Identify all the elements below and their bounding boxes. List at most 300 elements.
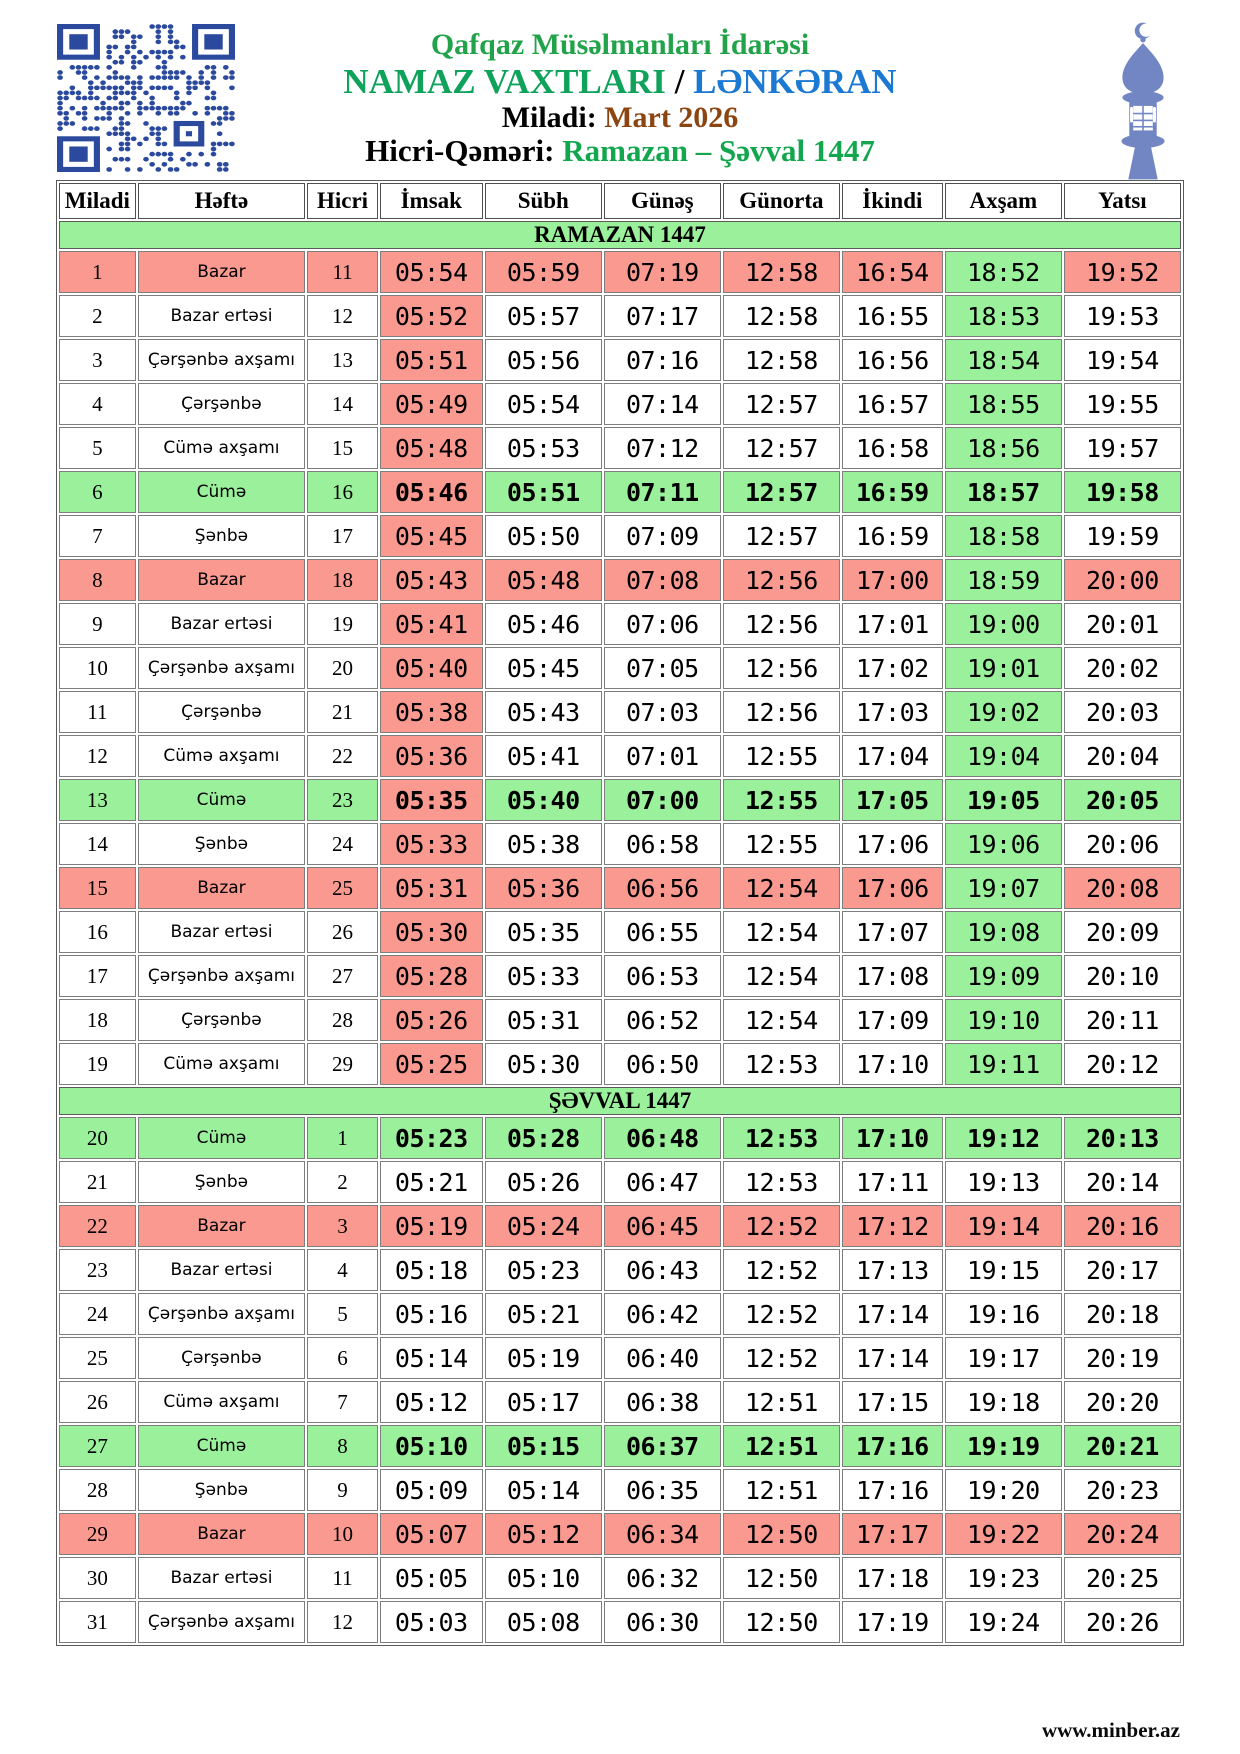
cell-subh: 05:48 — [485, 559, 602, 601]
cell-subh: 05:26 — [485, 1161, 602, 1203]
cell-yatsi: 19:53 — [1064, 295, 1181, 337]
cell-hicri: 19 — [307, 603, 378, 645]
column-header-gunes: Günəş — [604, 183, 721, 219]
cell-yatsi: 20:14 — [1064, 1161, 1181, 1203]
cell-gunes: 07:01 — [604, 735, 721, 777]
cell-hefte: Bazar — [138, 867, 306, 909]
cell-gunes: 06:45 — [604, 1205, 721, 1247]
table-header — [59, 183, 1181, 219]
cell-axsam: 19:09 — [945, 955, 1062, 997]
cell-gunorta: 12:52 — [723, 1293, 840, 1335]
column-header-row — [59, 183, 1181, 219]
cell-yatsi: 20:03 — [1064, 691, 1181, 733]
cell-subh: 05:19 — [485, 1337, 602, 1379]
cell-subh: 05:59 — [485, 251, 602, 293]
cell-subh: 05:31 — [485, 999, 602, 1041]
cell-imsak: 05:09 — [380, 1469, 483, 1511]
cell-imsak: 05:28 — [380, 955, 483, 997]
table-row — [59, 1469, 1181, 1511]
cell-gunes: 07:19 — [604, 251, 721, 293]
cell-imsak: 05:31 — [380, 867, 483, 909]
cell-hicri: 14 — [307, 383, 378, 425]
cell-axsam: 19:17 — [945, 1337, 1062, 1379]
cell-gunes: 06:47 — [604, 1161, 721, 1203]
cell-gunes: 07:05 — [604, 647, 721, 689]
cell-hefte: Cümə — [138, 471, 306, 513]
cell-miladi: 31 — [59, 1601, 136, 1643]
cell-subh: 05:56 — [485, 339, 602, 381]
cell-ikindi: 17:04 — [842, 735, 943, 777]
city-name: LƏNKƏRAN — [693, 61, 897, 101]
cell-gunes: 07:16 — [604, 339, 721, 381]
cell-gunes: 06:53 — [604, 955, 721, 997]
cell-hefte: Bazar — [138, 1513, 306, 1555]
cell-ikindi: 17:00 — [842, 559, 943, 601]
cell-yatsi: 19:58 — [1064, 471, 1181, 513]
cell-hicri: 2 — [307, 1161, 378, 1203]
cell-ikindi: 17:10 — [842, 1043, 943, 1085]
cell-imsak: 05:54 — [380, 251, 483, 293]
cell-hicri: 11 — [307, 1557, 378, 1599]
cell-miladi: 22 — [59, 1205, 136, 1247]
cell-hicri: 24 — [307, 823, 378, 865]
cell-yatsi: 20:20 — [1064, 1381, 1181, 1423]
cell-subh: 05:45 — [485, 647, 602, 689]
cell-axsam: 19:18 — [945, 1381, 1062, 1423]
cell-gunes: 06:48 — [604, 1117, 721, 1159]
cell-gunorta: 12:54 — [723, 911, 840, 953]
cell-gunorta: 12:50 — [723, 1513, 840, 1555]
cell-miladi: 2 — [59, 295, 136, 337]
table-row — [59, 1117, 1181, 1159]
cell-miladi: 5 — [59, 427, 136, 469]
column-header-hicri: Hicri — [307, 183, 378, 219]
cell-hicri: 3 — [307, 1205, 378, 1247]
cell-ikindi: 17:06 — [842, 823, 943, 865]
doc-title-text: NAMAZ VAXTLARI — [343, 61, 666, 101]
cell-gunorta: 12:56 — [723, 647, 840, 689]
cell-hefte: Bazar ertəsi — [138, 1557, 306, 1599]
cell-miladi: 1 — [59, 251, 136, 293]
cell-subh: 05:54 — [485, 383, 602, 425]
cell-gunorta: 12:51 — [723, 1381, 840, 1423]
cell-gunorta: 12:57 — [723, 383, 840, 425]
cell-yatsi: 20:12 — [1064, 1043, 1181, 1085]
cell-subh: 05:57 — [485, 295, 602, 337]
cell-hicri: 27 — [307, 955, 378, 997]
cell-gunorta: 12:51 — [723, 1469, 840, 1511]
cell-hefte: Bazar — [138, 251, 306, 293]
cell-miladi: 29 — [59, 1513, 136, 1555]
cell-yatsi: 20:05 — [1064, 779, 1181, 821]
cell-gunes: 07:17 — [604, 295, 721, 337]
cell-subh: 05:08 — [485, 1601, 602, 1643]
cell-ikindi: 17:18 — [842, 1557, 943, 1599]
cell-hicri: 4 — [307, 1249, 378, 1291]
cell-subh: 05:35 — [485, 911, 602, 953]
table-row — [59, 295, 1181, 337]
cell-subh: 05:43 — [485, 691, 602, 733]
cell-hicri: 23 — [307, 779, 378, 821]
cell-gunorta: 12:55 — [723, 735, 840, 777]
cell-hefte: Cümə — [138, 779, 306, 821]
cell-gunes: 06:52 — [604, 999, 721, 1041]
cell-imsak: 05:25 — [380, 1043, 483, 1085]
cell-hefte: Cümə — [138, 1117, 306, 1159]
cell-subh: 05:51 — [485, 471, 602, 513]
cell-axsam: 19:08 — [945, 911, 1062, 953]
cell-subh: 05:30 — [485, 1043, 602, 1085]
cell-gunes: 07:03 — [604, 691, 721, 733]
cell-gunes: 06:55 — [604, 911, 721, 953]
table-row — [59, 735, 1181, 777]
column-header-yatsi: Yatsı — [1064, 183, 1181, 219]
cell-axsam: 19:14 — [945, 1205, 1062, 1247]
cell-hefte: Çərşənbə axşamı — [138, 1601, 306, 1643]
cell-imsak: 05:52 — [380, 295, 483, 337]
cell-ikindi: 17:11 — [842, 1161, 943, 1203]
table-row — [59, 867, 1181, 909]
cell-ikindi: 16:59 — [842, 515, 943, 557]
cell-axsam: 19:00 — [945, 603, 1062, 645]
table-row — [59, 515, 1181, 557]
minaret-icon — [1094, 22, 1192, 180]
cell-imsak: 05:38 — [380, 691, 483, 733]
cell-yatsi: 20:00 — [1064, 559, 1181, 601]
cell-ikindi: 16:55 — [842, 295, 943, 337]
cell-miladi: 10 — [59, 647, 136, 689]
cell-imsak: 05:43 — [380, 559, 483, 601]
cell-hicri: 8 — [307, 1425, 378, 1467]
cell-yatsi: 20:23 — [1064, 1469, 1181, 1511]
cell-ikindi: 17:12 — [842, 1205, 943, 1247]
cell-subh: 05:12 — [485, 1513, 602, 1555]
cell-imsak: 05:49 — [380, 383, 483, 425]
cell-hicri: 22 — [307, 735, 378, 777]
cell-imsak: 05:51 — [380, 339, 483, 381]
section-header-row — [59, 221, 1181, 249]
cell-hefte: Şənbə — [138, 1161, 306, 1203]
cell-miladi: 9 — [59, 603, 136, 645]
cell-axsam: 19:05 — [945, 779, 1062, 821]
prayer-table — [56, 180, 1184, 1646]
cell-hicri: 20 — [307, 647, 378, 689]
cell-axsam: 19:23 — [945, 1557, 1062, 1599]
cell-gunorta: 12:56 — [723, 691, 840, 733]
cell-hicri: 21 — [307, 691, 378, 733]
cell-gunorta: 12:54 — [723, 867, 840, 909]
cell-yatsi: 20:26 — [1064, 1601, 1181, 1643]
cell-miladi: 17 — [59, 955, 136, 997]
cell-yatsi: 20:04 — [1064, 735, 1181, 777]
miladi-label: Miladi: — [501, 100, 605, 134]
cell-hefte: Çərşənbə — [138, 1337, 306, 1379]
cell-gunorta: 12:50 — [723, 1601, 840, 1643]
cell-gunes: 06:37 — [604, 1425, 721, 1467]
cell-ikindi: 16:57 — [842, 383, 943, 425]
cell-gunes: 07:11 — [604, 471, 721, 513]
cell-hefte: Çərşənbə axşamı — [138, 1293, 306, 1335]
cell-subh: 05:15 — [485, 1425, 602, 1467]
cell-yatsi: 20:24 — [1064, 1513, 1181, 1555]
cell-gunes: 06:35 — [604, 1469, 721, 1511]
cell-axsam: 18:53 — [945, 295, 1062, 337]
cell-miladi: 4 — [59, 383, 136, 425]
cell-imsak: 05:18 — [380, 1249, 483, 1291]
cell-axsam: 19:04 — [945, 735, 1062, 777]
table-row — [59, 1249, 1181, 1291]
cell-hicri: 16 — [307, 471, 378, 513]
section-header-row — [59, 1087, 1181, 1115]
cell-yatsi: 19:57 — [1064, 427, 1181, 469]
cell-imsak: 05:21 — [380, 1161, 483, 1203]
cell-gunorta: 12:57 — [723, 427, 840, 469]
table-row — [59, 427, 1181, 469]
cell-gunes: 06:43 — [604, 1249, 721, 1291]
cell-imsak: 05:46 — [380, 471, 483, 513]
cell-imsak: 05:48 — [380, 427, 483, 469]
cell-axsam: 18:55 — [945, 383, 1062, 425]
column-header-gunorta: Günorta — [723, 183, 840, 219]
cell-ikindi: 16:58 — [842, 427, 943, 469]
cell-hefte: Bazar — [138, 1205, 306, 1247]
table-row — [59, 779, 1181, 821]
cell-gunes: 06:56 — [604, 867, 721, 909]
column-header-imsak: İmsak — [380, 183, 483, 219]
cell-hefte: Çərşənbə — [138, 383, 306, 425]
cell-hefte: Cümə — [138, 1425, 306, 1467]
cell-ikindi: 17:09 — [842, 999, 943, 1041]
cell-imsak: 05:36 — [380, 735, 483, 777]
cell-axsam: 19:06 — [945, 823, 1062, 865]
cell-hefte: Cümə axşamı — [138, 1043, 306, 1085]
cell-miladi: 23 — [59, 1249, 136, 1291]
cell-hefte: Çərşənbə axşamı — [138, 339, 306, 381]
hicri-label: Hicri-Qəməri: — [365, 133, 563, 169]
cell-imsak: 05:40 — [380, 647, 483, 689]
cell-imsak: 05:41 — [380, 603, 483, 645]
table-row — [59, 559, 1181, 601]
table-row — [59, 911, 1181, 953]
cell-gunorta: 12:52 — [723, 1249, 840, 1291]
cell-imsak: 05:05 — [380, 1557, 483, 1599]
title-separator: / — [665, 61, 694, 101]
cell-hicri: 28 — [307, 999, 378, 1041]
cell-gunes: 06:30 — [604, 1601, 721, 1643]
cell-imsak: 05:33 — [380, 823, 483, 865]
cell-axsam: 18:57 — [945, 471, 1062, 513]
cell-subh: 05:36 — [485, 867, 602, 909]
cell-miladi: 27 — [59, 1425, 136, 1467]
cell-miladi: 13 — [59, 779, 136, 821]
cell-gunes: 07:12 — [604, 427, 721, 469]
cell-miladi: 14 — [59, 823, 136, 865]
cell-gunes: 07:14 — [604, 383, 721, 425]
cell-miladi: 7 — [59, 515, 136, 557]
cell-gunorta: 12:51 — [723, 1425, 840, 1467]
cell-yatsi: 20:08 — [1064, 867, 1181, 909]
cell-yatsi: 20:02 — [1064, 647, 1181, 689]
cell-hicri: 18 — [307, 559, 378, 601]
column-header-hefte: Həftə — [138, 183, 306, 219]
cell-hicri: 15 — [307, 427, 378, 469]
cell-imsak: 05:12 — [380, 1381, 483, 1423]
cell-hefte: Şənbə — [138, 823, 306, 865]
table-row — [59, 955, 1181, 997]
cell-miladi: 18 — [59, 999, 136, 1041]
cell-imsak: 05:35 — [380, 779, 483, 821]
cell-subh: 05:46 — [485, 603, 602, 645]
cell-miladi: 25 — [59, 1337, 136, 1379]
cell-axsam: 19:24 — [945, 1601, 1062, 1643]
cell-hefte: Çərşənbə axşamı — [138, 647, 306, 689]
cell-axsam: 19:01 — [945, 647, 1062, 689]
cell-yatsi: 19:52 — [1064, 251, 1181, 293]
table-row — [59, 471, 1181, 513]
cell-imsak: 05:14 — [380, 1337, 483, 1379]
table-row — [59, 1381, 1181, 1423]
cell-hefte: Çərşənbə — [138, 999, 306, 1041]
cell-yatsi: 20:21 — [1064, 1425, 1181, 1467]
cell-miladi: 28 — [59, 1469, 136, 1511]
cell-axsam: 18:54 — [945, 339, 1062, 381]
cell-miladi: 6 — [59, 471, 136, 513]
cell-yatsi: 20:13 — [1064, 1117, 1181, 1159]
cell-subh: 05:17 — [485, 1381, 602, 1423]
cell-hicri: 12 — [307, 295, 378, 337]
cell-yatsi: 20:19 — [1064, 1337, 1181, 1379]
cell-imsak: 05:23 — [380, 1117, 483, 1159]
cell-hicri: 25 — [307, 867, 378, 909]
cell-ikindi: 17:15 — [842, 1381, 943, 1423]
cell-yatsi: 20:18 — [1064, 1293, 1181, 1335]
cell-imsak: 05:16 — [380, 1293, 483, 1335]
cell-gunes: 06:50 — [604, 1043, 721, 1085]
table-row — [59, 251, 1181, 293]
cell-subh: 05:28 — [485, 1117, 602, 1159]
cell-subh: 05:53 — [485, 427, 602, 469]
cell-hicri: 5 — [307, 1293, 378, 1335]
cell-hefte: Cümə axşamı — [138, 427, 306, 469]
cell-hicri: 10 — [307, 1513, 378, 1555]
qr-code-icon — [57, 24, 235, 172]
table-row — [59, 691, 1181, 733]
cell-ikindi: 17:07 — [842, 911, 943, 953]
cell-gunes: 07:08 — [604, 559, 721, 601]
cell-gunorta: 12:58 — [723, 295, 840, 337]
cell-ikindi: 17:01 — [842, 603, 943, 645]
cell-imsak: 05:26 — [380, 999, 483, 1041]
organization-title: Qafqaz Müsəlmanları İdarəsi — [430, 28, 810, 61]
table-row — [59, 1161, 1181, 1203]
cell-axsam: 19:07 — [945, 867, 1062, 909]
cell-hicri: 17 — [307, 515, 378, 557]
cell-imsak: 05:03 — [380, 1601, 483, 1643]
column-header-miladi: Miladi — [59, 183, 136, 219]
cell-ikindi: 17:17 — [842, 1513, 943, 1555]
cell-miladi: 30 — [59, 1557, 136, 1599]
cell-hicri: 9 — [307, 1469, 378, 1511]
cell-axsam: 18:58 — [945, 515, 1062, 557]
website-link[interactable]: www.minber.az — [1041, 1718, 1180, 1742]
column-header-axsam: Axşam — [945, 183, 1062, 219]
cell-subh: 05:38 — [485, 823, 602, 865]
cell-miladi: 24 — [59, 1293, 136, 1335]
cell-yatsi: 20:09 — [1064, 911, 1181, 953]
cell-imsak: 05:07 — [380, 1513, 483, 1555]
cell-axsam: 19:15 — [945, 1249, 1062, 1291]
cell-hefte: Bazar ertəsi — [138, 1249, 306, 1291]
cell-gunorta: 12:53 — [723, 1043, 840, 1085]
cell-miladi: 12 — [59, 735, 136, 777]
cell-axsam: 19:19 — [945, 1425, 1062, 1467]
miladi-value: Mart 2026 — [604, 100, 739, 134]
cell-hefte: Şənbə — [138, 1469, 306, 1511]
cell-imsak: 05:19 — [380, 1205, 483, 1247]
cell-imsak: 05:30 — [380, 911, 483, 953]
cell-gunorta: 12:55 — [723, 823, 840, 865]
cell-axsam: 18:52 — [945, 251, 1062, 293]
cell-hicri: 6 — [307, 1337, 378, 1379]
cell-hefte: Çərşənbə axşamı — [138, 955, 306, 997]
cell-yatsi: 20:01 — [1064, 603, 1181, 645]
cell-hicri: 12 — [307, 1601, 378, 1643]
table-row — [59, 1601, 1181, 1643]
cell-gunorta: 12:53 — [723, 1117, 840, 1159]
cell-gunes: 06:38 — [604, 1381, 721, 1423]
table-row — [59, 339, 1181, 381]
cell-gunes: 07:00 — [604, 779, 721, 821]
table-row — [59, 383, 1181, 425]
table-row — [59, 1513, 1181, 1555]
cell-ikindi: 17:05 — [842, 779, 943, 821]
cell-gunorta: 12:58 — [723, 339, 840, 381]
cell-gunorta: 12:50 — [723, 1557, 840, 1599]
cell-hefte: Cümə axşamı — [138, 1381, 306, 1423]
table-row — [59, 1205, 1181, 1247]
cell-miladi: 19 — [59, 1043, 136, 1085]
table-row — [59, 1425, 1181, 1467]
cell-subh: 05:33 — [485, 955, 602, 997]
cell-axsam: 19:22 — [945, 1513, 1062, 1555]
qr-code-icon — [57, 24, 235, 172]
cell-subh: 05:40 — [485, 779, 602, 821]
cell-gunorta: 12:54 — [723, 955, 840, 997]
cell-yatsi: 20:10 — [1064, 955, 1181, 997]
cell-hefte: Cümə axşamı — [138, 735, 306, 777]
cell-hefte: Bazar ertəsi — [138, 911, 306, 953]
table-row — [59, 1557, 1181, 1599]
cell-ikindi: 17:08 — [842, 955, 943, 997]
cell-gunorta: 12:54 — [723, 999, 840, 1041]
cell-ikindi: 17:14 — [842, 1293, 943, 1335]
cell-yatsi: 19:54 — [1064, 339, 1181, 381]
cell-yatsi: 20:11 — [1064, 999, 1181, 1041]
cell-gunes: 07:06 — [604, 603, 721, 645]
table-row — [59, 1337, 1181, 1379]
cell-axsam: 19:16 — [945, 1293, 1062, 1335]
cell-gunorta: 12:56 — [723, 559, 840, 601]
cell-yatsi: 20:25 — [1064, 1557, 1181, 1599]
cell-gunes: 06:40 — [604, 1337, 721, 1379]
cell-miladi: 26 — [59, 1381, 136, 1423]
table-row — [59, 823, 1181, 865]
cell-hefte: Bazar ertəsi — [138, 295, 306, 337]
cell-axsam: 19:20 — [945, 1469, 1062, 1511]
cell-yatsi: 19:59 — [1064, 515, 1181, 557]
cell-subh: 05:50 — [485, 515, 602, 557]
cell-gunorta: 12:53 — [723, 1161, 840, 1203]
